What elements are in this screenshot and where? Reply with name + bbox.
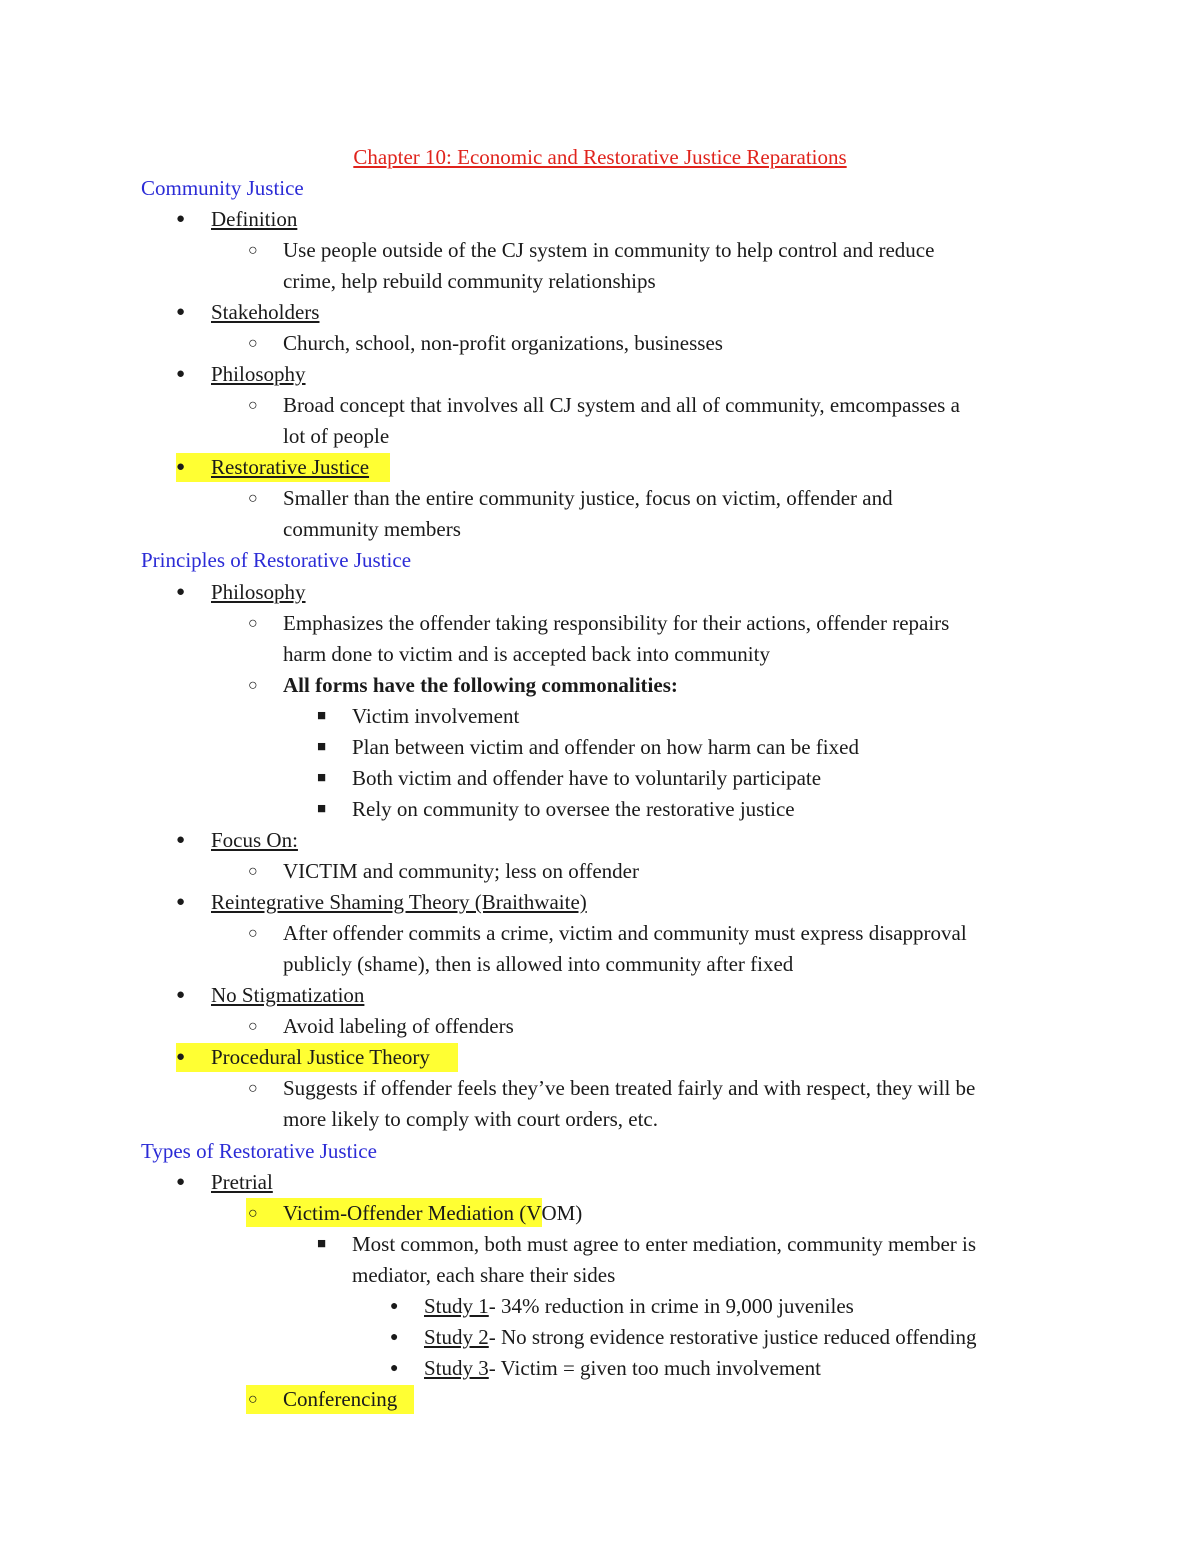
document-title: Chapter 10: Economic and Restorative Justice Reparations: [353, 145, 847, 169]
hollow-bullet-icon: ○: [248, 1205, 258, 1222]
study-item: [424, 1353, 821, 1384]
item-no-stigmatization: No Stigmatization: [211, 983, 365, 1007]
procedural-text-line-2: more likely to comply with court orders, etc.: [283, 1107, 658, 1131]
bullet-icon: ●: [176, 366, 186, 382]
shaming-text-line-1: After offender commits a crime, victim and community must express disapproval: [283, 921, 967, 945]
item-vom: [283, 1198, 582, 1229]
item-conferencing: Conferencing: [283, 1387, 398, 1411]
study-text: - 34% reduction in crime in 9,000 juveniles: [488, 1294, 854, 1318]
philosophy-text-line-2: lot of people: [283, 424, 390, 448]
square-bullet-icon: ■: [317, 801, 327, 817]
item-stakeholders: Stakeholders: [211, 300, 320, 324]
hollow-bullet-icon: ○: [248, 1391, 258, 1408]
square-bullet-icon: ■: [317, 1236, 327, 1252]
bullet-icon: ●: [390, 1361, 399, 1376]
hollow-bullet-icon: ○: [248, 335, 258, 352]
commonality-item: Victim involvement: [352, 704, 520, 728]
hollow-bullet-icon: ○: [248, 397, 258, 414]
section-heading-community: Community Justice: [141, 176, 304, 200]
principles-philosophy-line-1: Emphasizes the offender taking responsibility for their actions, offender repairs: [283, 611, 950, 635]
commonality-item: Rely on community to oversee the restorative justice: [352, 797, 795, 821]
hollow-bullet-icon: ○: [248, 615, 258, 632]
procedural-text-line-1: Suggests if offender feels they’ve been treated fairly and with respect, they will be: [283, 1076, 976, 1100]
commonality-item: Plan between victim and offender on how harm can be fixed: [352, 735, 859, 759]
item-procedural-justice: Procedural Justice Theory: [211, 1045, 430, 1069]
bullet-icon: ●: [176, 584, 186, 600]
bullet-icon: ●: [390, 1299, 399, 1314]
study-item: [424, 1291, 854, 1322]
bullet-icon: ●: [176, 987, 186, 1003]
hollow-bullet-icon: ○: [248, 925, 258, 942]
definition-text-line-1: Use people outside of the CJ system in community to help control and reduce: [283, 238, 935, 262]
hollow-bullet-icon: ○: [248, 1018, 258, 1035]
section-heading-principles: Principles of Restorative Justice: [141, 548, 412, 572]
study-text: - Victim = given too much involvement: [488, 1356, 821, 1380]
hollow-bullet-icon: ○: [248, 490, 258, 507]
vom-suffix: (VOM): [514, 1201, 583, 1225]
bullet-icon: ●: [176, 211, 186, 227]
philosophy-text-line-1: Broad concept that involves all CJ system and all of community, emcompasses a: [283, 393, 960, 417]
stigma-text: Avoid labeling of offenders: [283, 1014, 514, 1038]
item-definition: Definition: [211, 207, 298, 231]
shaming-text-line-2: publicly (shame), then is allowed into community after fixed: [283, 952, 794, 976]
bullet-icon: ●: [176, 894, 186, 910]
definition-text-line-2: crime, help rebuild community relationships: [283, 269, 656, 293]
stakeholders-text: Church, school, non-profit organizations, businesses: [283, 331, 723, 355]
vom-label: Victim-Offender Mediation: [283, 1201, 515, 1225]
bullet-icon: ●: [176, 1174, 186, 1190]
item-reintegrative-shaming: Reintegrative Shaming Theory (Braithwaite): [211, 890, 587, 914]
item-philosophy-principles: Philosophy: [211, 580, 306, 604]
study-text: - No strong evidence restorative justice reduced offending: [488, 1325, 977, 1349]
study-item: [424, 1322, 976, 1353]
item-restorative-justice: Restorative Justice: [211, 455, 370, 479]
study-label: Study 3: [424, 1356, 489, 1380]
hollow-bullet-icon: ○: [248, 863, 258, 880]
bullet-icon: ●: [176, 304, 186, 320]
item-pretrial: Pretrial: [211, 1170, 273, 1194]
item-focus-on: Focus On:: [211, 828, 298, 852]
study-label: Study 2: [424, 1325, 489, 1349]
restorative-text-line-2: community members: [283, 517, 461, 541]
bullet-icon: ●: [176, 1049, 186, 1065]
focus-text: VICTIM and community; less on offender: [283, 859, 639, 883]
vom-text-line-2: mediator, each share their sides: [352, 1263, 616, 1287]
principles-philosophy-line-2: harm done to victim and is accepted back into community: [283, 642, 770, 666]
restorative-text-line-1: Smaller than the entire community justice, focus on victim, offender and: [283, 486, 893, 510]
commonality-item: Both victim and offender have to voluntarily participate: [352, 766, 822, 790]
square-bullet-icon: ■: [317, 770, 327, 786]
bullet-icon: ●: [390, 1330, 399, 1345]
hollow-bullet-icon: ○: [248, 677, 258, 694]
vom-text-line-1: Most common, both must agree to enter mediation, community member is: [352, 1232, 977, 1256]
commonalities-heading: All forms have the following commonalities:: [283, 673, 678, 697]
section-heading-types: Types of Restorative Justice: [141, 1139, 377, 1163]
study-label: Study 1: [424, 1294, 489, 1318]
bullet-icon: ●: [176, 459, 186, 475]
bullet-icon: ●: [176, 832, 186, 848]
item-philosophy: Philosophy: [211, 362, 306, 386]
square-bullet-icon: ■: [317, 739, 327, 755]
hollow-bullet-icon: ○: [248, 1080, 258, 1097]
hollow-bullet-icon: ○: [248, 242, 258, 259]
square-bullet-icon: ■: [317, 708, 327, 724]
